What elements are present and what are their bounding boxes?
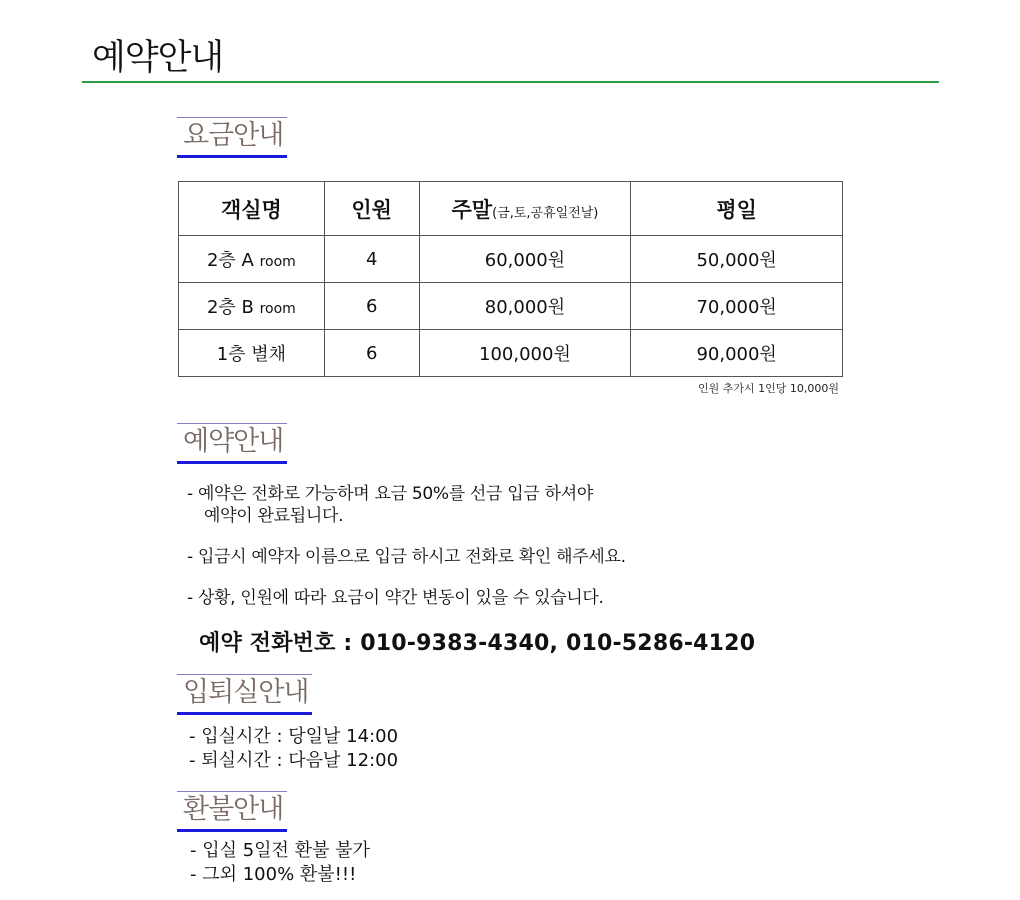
table-header-row bbox=[179, 182, 843, 236]
weekend-price-cell: 60,000원 bbox=[419, 236, 631, 283]
checkout-time: - 퇴실시간 : 다음날 12:00 bbox=[189, 750, 399, 771]
table-row bbox=[179, 330, 843, 377]
guests-cell: 6 bbox=[324, 283, 419, 330]
weekday-price-cell: 90,000원 bbox=[631, 330, 843, 377]
table-row bbox=[179, 283, 843, 330]
page-title: 예약안내 bbox=[92, 38, 224, 78]
header-weekend-label: 주말 bbox=[451, 197, 493, 222]
rate-table bbox=[178, 181, 843, 377]
room-name: 2층 A bbox=[206, 250, 254, 271]
booking-note-3: - 상황, 인원에 따라 요금이 약간 변동이 있을 수 있습니다. bbox=[187, 588, 604, 608]
weekend-price-cell: 80,000원 bbox=[419, 283, 631, 330]
table-row bbox=[179, 236, 843, 283]
header-guests: 인원 bbox=[324, 182, 419, 236]
checkin-time: - 입실시간 : 당일날 14:00 bbox=[189, 726, 399, 747]
header-weekend-note: (금,토,공휴일전날) bbox=[492, 205, 599, 221]
room-name: 1층 별채 bbox=[216, 344, 287, 365]
refund-heading: 환불안내 bbox=[177, 791, 287, 832]
booking-phone: 예약 전화번호 : 010-9383-4340, 010-5286-4120 bbox=[199, 631, 756, 656]
room-cell bbox=[179, 283, 325, 330]
booking-note-1-cont: 예약이 완료됩니다. bbox=[204, 506, 344, 526]
room-suffix: room bbox=[259, 301, 296, 317]
weekday-price-cell: 50,000원 bbox=[631, 236, 843, 283]
booking-note-1: - 예약은 전화로 가능하며 요금 50%를 선금 입금 하셔야 bbox=[187, 484, 593, 504]
title-divider bbox=[82, 81, 939, 83]
room-name: 2층 B bbox=[206, 297, 254, 318]
room-cell bbox=[179, 330, 325, 377]
weekday-price-cell: 70,000원 bbox=[631, 283, 843, 330]
refund-rule-2: - 그외 100% 환불!!! bbox=[190, 864, 357, 885]
header-weekend bbox=[419, 182, 631, 236]
refund-rule-1: - 입실 5일전 환불 불가 bbox=[190, 840, 370, 861]
header-room: 객실명 bbox=[179, 182, 325, 236]
booking-note-2: - 입금시 예약자 이름으로 입금 하시고 전화로 확인 해주세요. bbox=[187, 547, 626, 567]
header-weekday: 평일 bbox=[631, 182, 843, 236]
weekend-price-cell: 100,000원 bbox=[419, 330, 631, 377]
extra-guest-note: 인원 추가시 1인당 10,000원 bbox=[698, 382, 839, 395]
rates-heading: 요금안내 bbox=[177, 117, 287, 158]
room-cell bbox=[179, 236, 325, 283]
room-suffix: room bbox=[259, 254, 296, 270]
checkinout-heading: 입퇴실안내 bbox=[177, 674, 312, 715]
booking-heading: 예약안내 bbox=[177, 423, 287, 464]
guests-cell: 6 bbox=[324, 330, 419, 377]
guests-cell: 4 bbox=[324, 236, 419, 283]
